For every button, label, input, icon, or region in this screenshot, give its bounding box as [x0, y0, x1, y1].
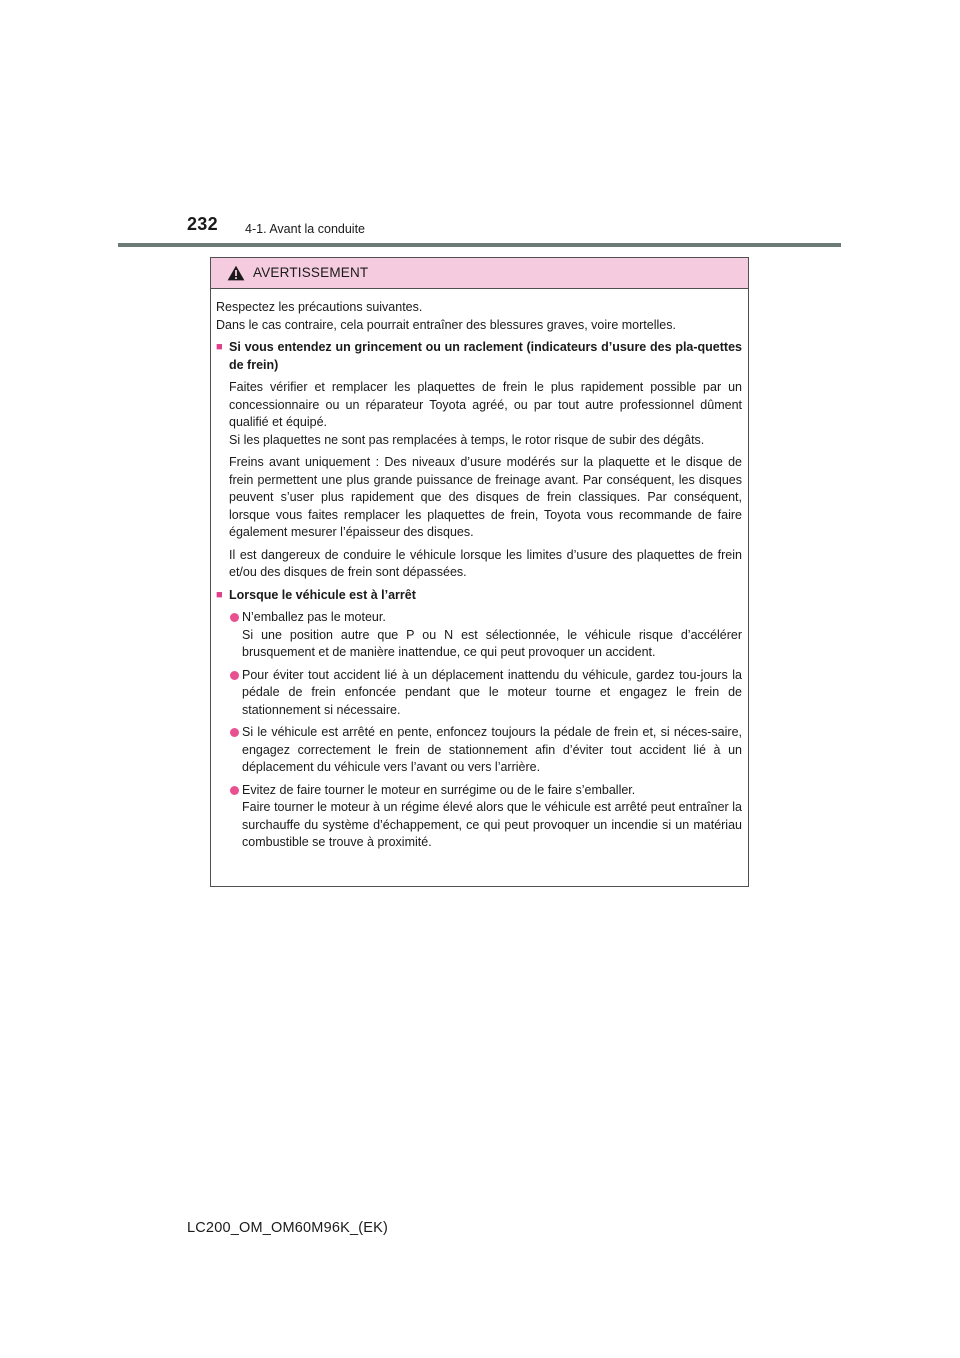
section-label: 4-1. Avant la conduite — [245, 222, 365, 236]
circle-bullet-icon — [229, 724, 242, 777]
paragraph-line: Freins avant uniquement : Des niveaux d’usure modérés sur la plaquette et le disque de frein permettent une plus grande puissance de freinage avant. Par conséquent, les disques peuvent s’user plus rapidement que des disques de frein classiques. Par conséquent, lorsque vous faites remplacer les plaquettes de frein, Toyota vous recommande de faire également mesurer l’épaisseur des disques. — [229, 455, 742, 539]
section-title: Lorsque le véhicule est à l’arrêt — [229, 587, 416, 602]
section-heading — [216, 339, 742, 374]
list-item-text — [242, 782, 742, 852]
list-item-line: Evitez de faire tourner le moteur en surrégime ou de le faire s’emballer. — [242, 782, 636, 797]
section-vehicle-stopped — [216, 587, 742, 852]
paragraph-line: Si les plaquettes ne sont pas remplacées à temps, le rotor risque de subir des dégâts. — [229, 432, 705, 447]
paragraph-line: Faites vérifier et remplacer les plaquettes de frein le plus rapidement possible par un concessionnaire ou un réparateur Toyota agréé, ou par tout autre professionnel dûment qualifié et équipé. — [229, 380, 742, 429]
square-bullet-icon: ■ — [216, 588, 223, 601]
warning-triangle-icon — [227, 265, 245, 281]
header-rule — [118, 243, 841, 247]
circle-bullet-icon — [229, 667, 242, 720]
section-title: Si vous entendez un grincement ou un raclement (indicateurs d’usure des pla-quettes de frein) — [229, 340, 742, 372]
list-item — [229, 782, 742, 852]
paragraph — [229, 547, 742, 582]
warning-box — [210, 257, 749, 887]
intro-line: Dans le cas contraire, cela pourrait entraîner des blessures graves, voire mortelles. — [216, 317, 676, 332]
circle-bullet-icon — [229, 782, 242, 852]
list-item-line: Si le véhicule est arrêté en pente, enfoncez toujours la pédale de frein et, si néces-saire, engagez correctement le frein de stationnement afin d’éviter tout accident lié à un déplacement du véhicule vers l’avant ou vers l’arrière. — [242, 725, 742, 774]
section-brake-wear — [216, 339, 742, 582]
paragraph — [229, 379, 742, 449]
warning-body — [211, 289, 748, 852]
list-item-text — [242, 667, 742, 720]
paragraph-line: Il est dangereux de conduire le véhicule lorsque les limites d’usure des plaquettes de frein et/ou des disques de frein sont dépassées. — [229, 547, 742, 579]
list-item — [229, 724, 742, 777]
list-item-text — [242, 609, 742, 662]
list-item — [229, 609, 742, 662]
document-code: LC200_OM_OM60M96K_(EK) — [187, 1220, 389, 1236]
page-number: 232 — [187, 214, 218, 234]
circle-bullet-icon — [229, 609, 242, 662]
intro-line: Respectez les précautions suivantes. — [216, 300, 423, 314]
list-item — [229, 667, 742, 720]
list-item-text — [242, 724, 742, 777]
list-item-line: Faire tourner le moteur à un régime élevé alors que le véhicule est arrêté peut entraîner la surchauffe du système d’échappement, ce qui peut provoquer un incendie si un matériau combustible se trouve à proximité. — [242, 800, 742, 849]
list-item-line: N’emballez pas le moteur. — [242, 610, 386, 624]
warning-header — [211, 258, 748, 289]
list-item-line: Pour éviter tout accident lié à un déplacement inattendu du véhicule, gardez tou-jours la pédale de frein enfoncée pendant que le moteur tourne et engagez le frein de stationnement si nécessaire. — [242, 667, 742, 717]
section-heading — [216, 587, 742, 605]
warning-intro — [216, 299, 742, 334]
square-bullet-icon: ■ — [216, 341, 223, 353]
warning-title: AVERTISSEMENT — [253, 265, 369, 280]
list-item-line: Si une position autre que P ou N est sélectionnée, le véhicule risque d’accélérer brusquement et de manière inattendue, ce qui peut provoquer un accident. — [242, 627, 742, 659]
paragraph — [229, 454, 742, 542]
